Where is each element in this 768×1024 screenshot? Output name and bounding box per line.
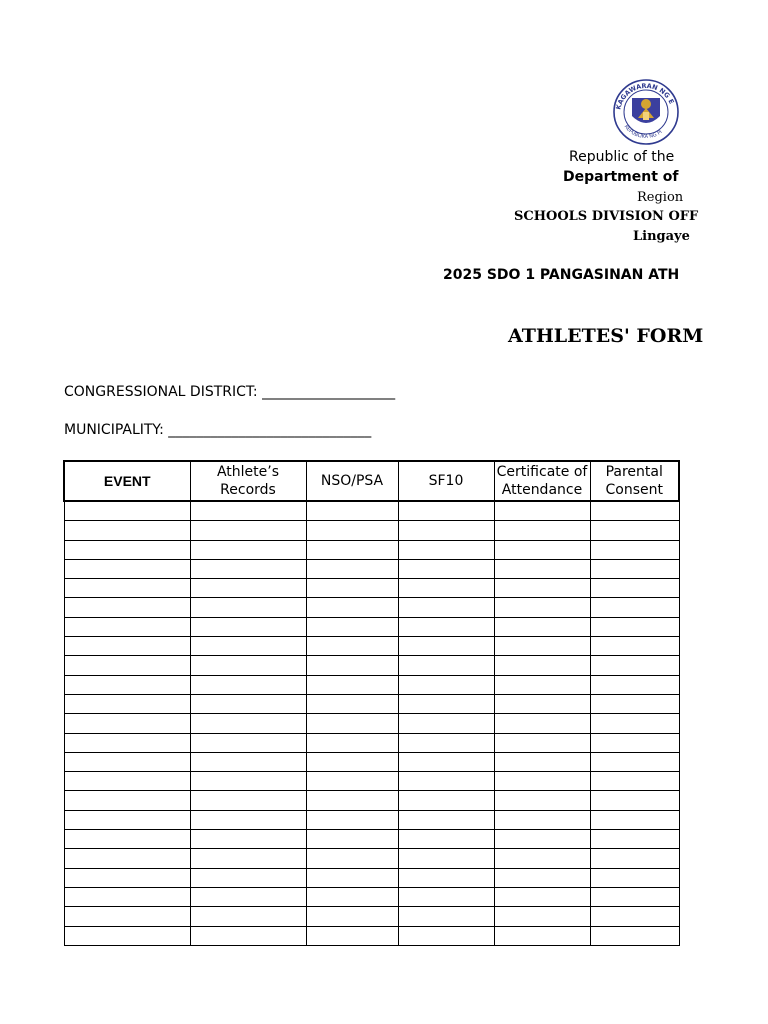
table-row <box>64 598 679 617</box>
table-cell[interactable] <box>64 579 190 598</box>
header-division-office: SCHOOLS DIVISION OFF <box>514 209 699 224</box>
table-cell[interactable] <box>398 907 494 926</box>
table-cell[interactable] <box>398 791 494 810</box>
table-cell[interactable] <box>306 926 398 945</box>
table-cell[interactable] <box>590 887 679 906</box>
table-cell[interactable] <box>398 579 494 598</box>
table-cell[interactable] <box>398 559 494 578</box>
table-row <box>64 887 679 906</box>
table-cell[interactable] <box>64 772 190 791</box>
column-header-sf10: SF10 <box>398 461 494 501</box>
table-cell[interactable] <box>590 559 679 578</box>
table-cell[interactable] <box>64 849 190 868</box>
table-cell[interactable] <box>64 559 190 578</box>
svg-text:KAGAWARAN NG E: KAGAWARAN NG E <box>614 81 676 111</box>
table-cell[interactable] <box>590 772 679 791</box>
event-title: 2025 SDO 1 PANGASINAN ATH <box>443 267 680 283</box>
table-cell[interactable] <box>494 733 590 752</box>
table-cell[interactable] <box>190 887 306 906</box>
table-cell[interactable] <box>590 637 679 656</box>
table-row <box>64 694 679 713</box>
table-cell[interactable] <box>398 637 494 656</box>
table-cell[interactable] <box>494 907 590 926</box>
table-cell[interactable] <box>306 868 398 887</box>
table-cell[interactable] <box>494 887 590 906</box>
table-cell[interactable] <box>398 521 494 540</box>
table-cell[interactable] <box>306 733 398 752</box>
table-cell[interactable] <box>64 521 190 540</box>
table-row <box>64 675 679 694</box>
header-location: Lingaye <box>633 229 690 244</box>
table-cell[interactable] <box>306 637 398 656</box>
table-cell[interactable] <box>590 617 679 636</box>
table-cell[interactable] <box>494 772 590 791</box>
table-cell[interactable] <box>64 926 190 945</box>
table-cell[interactable] <box>494 810 590 829</box>
table-cell[interactable] <box>190 791 306 810</box>
table-cell[interactable] <box>64 714 190 733</box>
table-cell[interactable] <box>398 868 494 887</box>
table-cell[interactable] <box>590 733 679 752</box>
table-row <box>64 521 679 540</box>
deped-seal-logo <box>610 78 682 146</box>
table-cell[interactable] <box>494 598 590 617</box>
table-cell[interactable] <box>590 579 679 598</box>
table-cell[interactable] <box>590 868 679 887</box>
table-cell[interactable] <box>64 752 190 771</box>
table-cell[interactable] <box>494 637 590 656</box>
table-cell[interactable] <box>64 791 190 810</box>
table-row <box>64 907 679 926</box>
congressional-district-field[interactable]: CONGRESSIONAL DISTRICT: ___________________ <box>64 384 396 400</box>
table-cell[interactable] <box>190 579 306 598</box>
table-cell[interactable] <box>306 501 398 521</box>
table-cell[interactable] <box>64 810 190 829</box>
table-cell[interactable] <box>306 540 398 559</box>
table-row <box>64 810 679 829</box>
svg-text:REPUBLIKA NG PI: REPUBLIKA NG PI <box>622 123 664 141</box>
table-cell[interactable] <box>190 675 306 694</box>
table-row <box>64 849 679 868</box>
table-row <box>64 617 679 636</box>
table-cell[interactable] <box>398 752 494 771</box>
table-row <box>64 637 679 656</box>
header-department: Department of <box>563 169 679 185</box>
table-cell[interactable] <box>590 656 679 675</box>
table-cell[interactable] <box>398 714 494 733</box>
table-cell[interactable] <box>494 752 590 771</box>
table-cell[interactable] <box>64 694 190 713</box>
table-header-row <box>64 461 679 501</box>
table-cell[interactable] <box>306 830 398 849</box>
table-cell[interactable] <box>64 868 190 887</box>
table-cell[interactable] <box>590 675 679 694</box>
table-cell[interactable] <box>64 830 190 849</box>
table-cell[interactable] <box>190 694 306 713</box>
table-cell[interactable] <box>494 791 590 810</box>
table-cell[interactable] <box>398 830 494 849</box>
column-header-nso-psa: NSO/PSA <box>306 461 398 501</box>
column-header-event: EVENT <box>64 461 190 501</box>
table-cell[interactable] <box>494 830 590 849</box>
table-cell[interactable] <box>64 637 190 656</box>
table-cell[interactable] <box>190 559 306 578</box>
table-cell[interactable] <box>306 617 398 636</box>
table-cell[interactable] <box>190 714 306 733</box>
table-cell[interactable] <box>590 926 679 945</box>
table-cell[interactable] <box>190 907 306 926</box>
table-cell[interactable] <box>64 540 190 559</box>
table-cell[interactable] <box>590 540 679 559</box>
table-cell[interactable] <box>398 887 494 906</box>
table-cell[interactable] <box>398 656 494 675</box>
column-header-athletes-records: Athlete’s Records <box>190 461 306 501</box>
table-cell[interactable] <box>190 733 306 752</box>
table-row <box>64 501 679 521</box>
table-cell[interactable] <box>190 617 306 636</box>
table-cell[interactable] <box>494 617 590 636</box>
table-cell[interactable] <box>590 501 679 521</box>
table-cell[interactable] <box>494 714 590 733</box>
table-cell[interactable] <box>64 675 190 694</box>
table-cell[interactable] <box>64 617 190 636</box>
table-cell[interactable] <box>306 772 398 791</box>
table-cell[interactable] <box>398 617 494 636</box>
table-row <box>64 559 679 578</box>
table-cell[interactable] <box>306 752 398 771</box>
header-republic: Republic of the <box>569 149 675 165</box>
table-cell[interactable] <box>190 598 306 617</box>
municipality-field[interactable]: MUNICIPALITY: _____________________________ <box>64 422 372 438</box>
table-cell[interactable] <box>190 521 306 540</box>
table-cell[interactable] <box>590 598 679 617</box>
table-cell[interactable] <box>494 694 590 713</box>
table-cell[interactable] <box>494 559 590 578</box>
table-cell[interactable] <box>306 656 398 675</box>
table-cell[interactable] <box>590 907 679 926</box>
table-cell[interactable] <box>590 849 679 868</box>
table-cell[interactable] <box>398 598 494 617</box>
table-cell[interactable] <box>190 926 306 945</box>
table-cell[interactable] <box>398 772 494 791</box>
table-row <box>64 733 679 752</box>
table-cell[interactable] <box>190 540 306 559</box>
table-cell[interactable] <box>494 579 590 598</box>
table-cell[interactable] <box>306 907 398 926</box>
table-row <box>64 656 679 675</box>
table-cell[interactable] <box>306 849 398 868</box>
table-cell[interactable] <box>590 714 679 733</box>
table-cell[interactable] <box>306 791 398 810</box>
table-cell[interactable] <box>306 598 398 617</box>
table-cell[interactable] <box>494 540 590 559</box>
table-row <box>64 579 679 598</box>
table-cell[interactable] <box>398 675 494 694</box>
table-cell[interactable] <box>64 733 190 752</box>
table-cell[interactable] <box>306 714 398 733</box>
table-cell[interactable] <box>494 675 590 694</box>
table-body <box>64 501 679 945</box>
table-cell[interactable] <box>398 849 494 868</box>
table-cell[interactable] <box>64 656 190 675</box>
table-row <box>64 772 679 791</box>
table-row <box>64 830 679 849</box>
column-header-parental-consent: Parental Consent <box>590 461 679 501</box>
table-cell[interactable] <box>306 675 398 694</box>
table-cell[interactable] <box>494 926 590 945</box>
table-cell[interactable] <box>64 501 190 521</box>
table-cell[interactable] <box>190 868 306 887</box>
table-cell[interactable] <box>64 598 190 617</box>
table-cell[interactable] <box>398 694 494 713</box>
form-title: ATHLETES' FORM <box>508 325 704 347</box>
table-cell[interactable] <box>494 501 590 521</box>
table-cell[interactable] <box>190 501 306 521</box>
table-row <box>64 714 679 733</box>
table-row <box>64 868 679 887</box>
table-cell[interactable] <box>494 521 590 540</box>
table-cell[interactable] <box>190 830 306 849</box>
table-cell[interactable] <box>306 694 398 713</box>
table-cell[interactable] <box>64 887 190 906</box>
header-region: Region <box>637 190 684 205</box>
table-cell[interactable] <box>190 772 306 791</box>
table-row <box>64 926 679 945</box>
table-cell[interactable] <box>190 810 306 829</box>
table-cell[interactable] <box>590 810 679 829</box>
table-cell[interactable] <box>398 733 494 752</box>
table-cell[interactable] <box>590 521 679 540</box>
table-cell[interactable] <box>190 752 306 771</box>
table-cell[interactable] <box>590 830 679 849</box>
table-cell[interactable] <box>306 810 398 829</box>
table-cell[interactable] <box>190 656 306 675</box>
table-cell[interactable] <box>398 926 494 945</box>
table-cell[interactable] <box>494 849 590 868</box>
table-cell[interactable] <box>190 849 306 868</box>
table-cell[interactable] <box>398 501 494 521</box>
table-cell[interactable] <box>494 656 590 675</box>
table-cell[interactable] <box>64 907 190 926</box>
table-cell[interactable] <box>590 791 679 810</box>
table-cell[interactable] <box>398 810 494 829</box>
table-row <box>64 540 679 559</box>
table-cell[interactable] <box>590 752 679 771</box>
table-cell[interactable] <box>306 887 398 906</box>
table-cell[interactable] <box>494 868 590 887</box>
table-cell[interactable] <box>306 521 398 540</box>
table-cell[interactable] <box>398 540 494 559</box>
table-cell[interactable] <box>306 559 398 578</box>
athletes-requirements-table <box>63 460 680 946</box>
table-cell[interactable] <box>306 579 398 598</box>
column-header-certificate-of-attendance: Certificate of Attendance <box>494 461 590 501</box>
table-row <box>64 791 679 810</box>
table-row <box>64 752 679 771</box>
table-cell[interactable] <box>190 637 306 656</box>
table-cell[interactable] <box>590 694 679 713</box>
